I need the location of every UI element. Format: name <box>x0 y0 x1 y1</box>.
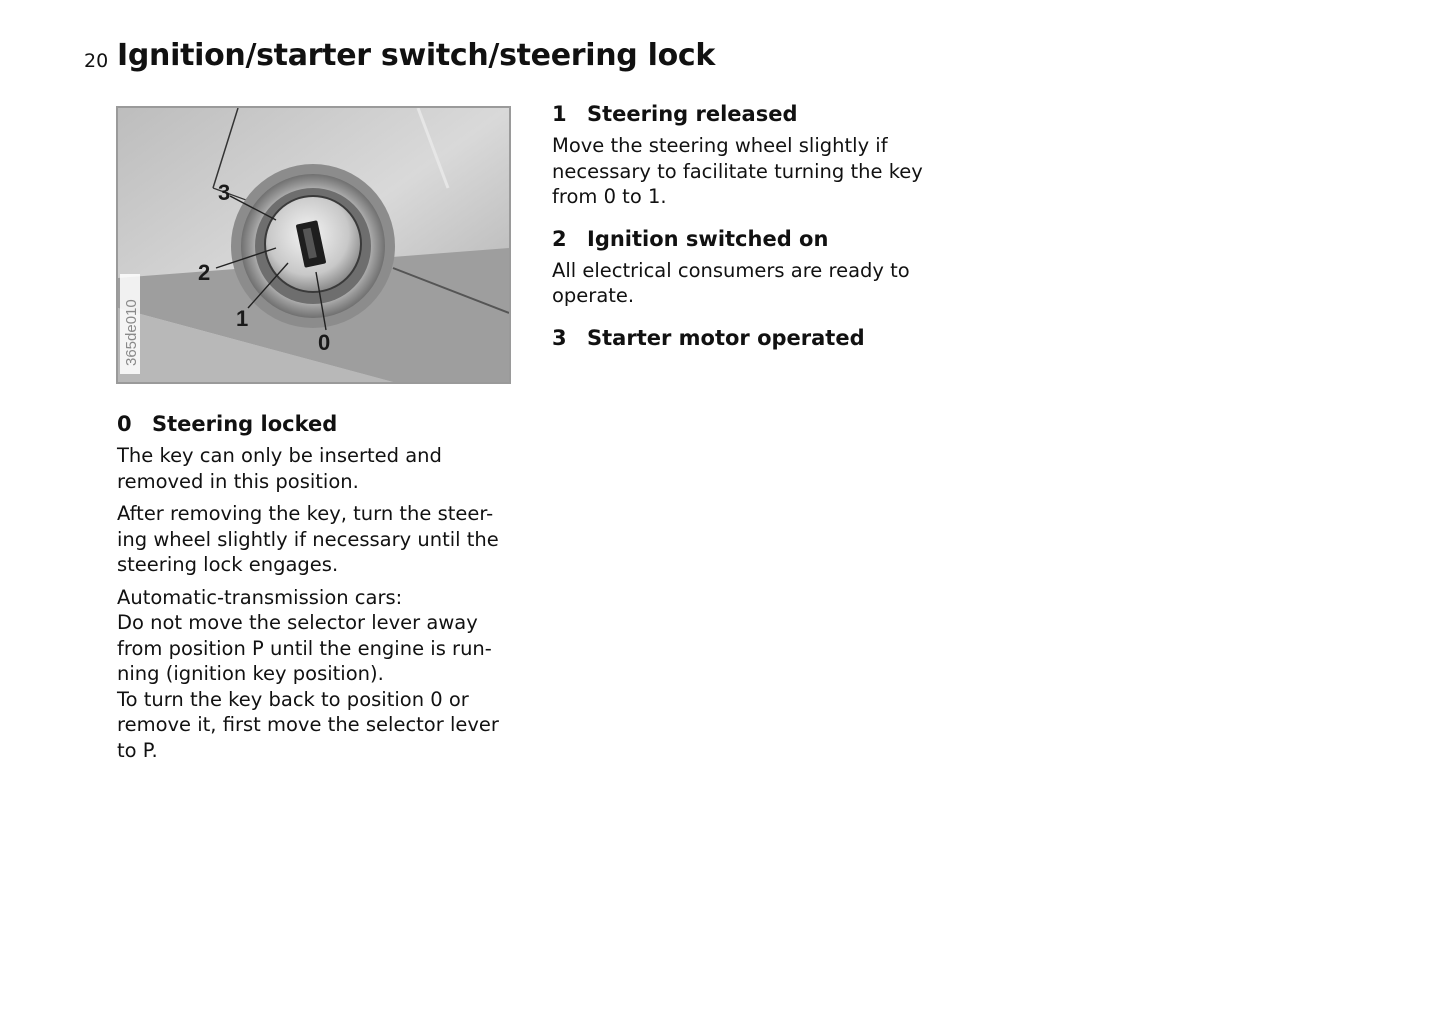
position-label-1: 1 <box>236 306 249 331</box>
position-label-3: 3 <box>218 180 231 205</box>
ignition-switch-photo <box>116 106 511 384</box>
heading-ignition-switched-on <box>552 225 952 253</box>
image-code: 365de010 <box>123 299 140 366</box>
page-number: 20 <box>84 50 109 72</box>
text-line: remove it, first move the selector lever <box>117 713 499 736</box>
text-line: All electrical consumers are ready to <box>552 258 910 282</box>
position-label-2: 2 <box>198 260 211 285</box>
text-line: Automatic-transmission cars: <box>117 585 403 609</box>
paragraph-steering-released <box>552 133 952 210</box>
heading-number: 2 <box>552 226 567 251</box>
paragraph-ignition-switched-on <box>552 258 952 309</box>
text-line: Do not move the selector lever away <box>117 611 478 634</box>
paragraph-automatic-transmission <box>117 585 517 764</box>
text-line: steering lock engages. <box>117 553 339 576</box>
paragraph-key-insert <box>117 443 517 494</box>
right-column <box>552 100 952 357</box>
heading-text: Steering locked <box>152 412 338 436</box>
heading-steering-locked <box>117 410 517 438</box>
heading-number: 1 <box>552 102 567 126</box>
text-line: from position P until the engine is run- <box>117 636 492 660</box>
text-line: The key can only be inserted and <box>117 444 442 467</box>
heading-steering-released <box>552 100 952 128</box>
heading-starter-motor-operated <box>552 324 952 352</box>
text-line: necessary to facilitate turning the key <box>552 159 923 183</box>
left-column <box>117 410 517 770</box>
text-line: ning (ignition key position). <box>117 662 384 685</box>
page-title: Ignition/starter switch/steering lock <box>117 38 716 73</box>
text-line: Move the steering wheel slightly if <box>552 134 888 157</box>
position-label-0: 0 <box>318 330 331 355</box>
text-line: to P. <box>117 738 158 762</box>
heading-text: Ignition switched on <box>587 226 829 251</box>
text-line: To turn the key back to position 0 or <box>117 687 469 711</box>
text-line: ing wheel slightly if necessary until the <box>117 527 499 551</box>
heading-text: Steering released <box>587 102 798 126</box>
heading-text: Starter motor operated <box>587 325 865 350</box>
heading-number: 3 <box>552 325 567 350</box>
text-line: operate. <box>552 284 635 307</box>
heading-number: 0 <box>117 412 132 436</box>
paragraph-after-removing <box>117 501 517 578</box>
text-line: from 0 to 1. <box>552 185 667 208</box>
text-line: After removing the key, turn the steer- <box>117 502 494 525</box>
text-line: removed in this position. <box>117 469 359 493</box>
